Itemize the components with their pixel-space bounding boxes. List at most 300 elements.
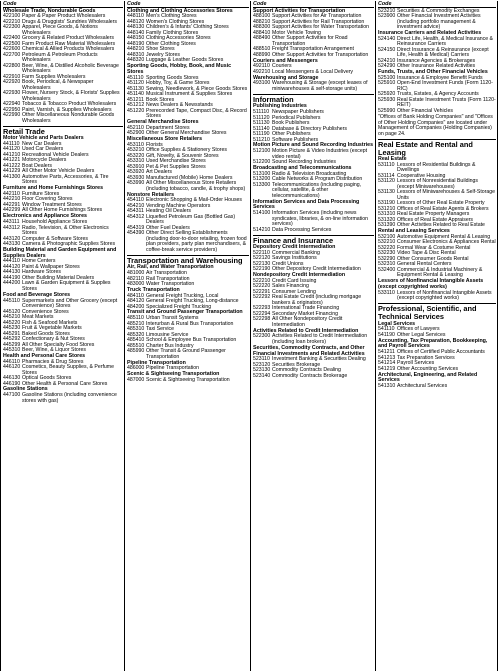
naics-code: 454311 <box>127 208 144 215</box>
activity-description: General Freight Trucking, Local <box>146 292 219 299</box>
activity-description: Other General Merchandise Stores <box>146 130 227 137</box>
naics-code: 448150 <box>127 35 145 42</box>
activity-description: All Other Motor Vehicle Dealers <box>22 168 95 175</box>
activity-description: Freight Transportation Arrangement <box>272 46 354 53</box>
naics-code: 422300 <box>3 24 21 31</box>
naics-code: 448110 <box>127 13 144 20</box>
naics-code: 448310 <box>127 51 145 58</box>
naics-code: 531320 <box>378 216 396 223</box>
naics-code: 481000 <box>127 270 145 277</box>
activity-description: Information Services (including news syndicates, libraries, & on-line information services) <box>272 210 369 228</box>
subsection-heading: Furniture and Home Furnishings Stores <box>3 185 104 192</box>
naics-code: 441221 <box>3 157 21 164</box>
activity-description: Lessors of Nonresidential Buildings (except Miniwarehouses) <box>397 178 479 190</box>
naics-code: 444190 <box>3 274 21 281</box>
naics-code: 522130 <box>253 260 271 267</box>
subsection-heading: Legal Services <box>378 320 416 327</box>
naics-code: 444200 <box>3 280 21 287</box>
naics-code: 443111 <box>3 219 20 226</box>
activity-description: Charter Bus Industry <box>146 342 194 349</box>
code-row <box>253 228 374 234</box>
naics-code: 522291 <box>253 288 271 295</box>
activity-description: Paint & Wallpaper Stores <box>22 263 80 270</box>
subsection-heading: Motor Vehicle and Parts Dealers <box>3 135 84 142</box>
naics-code: 511110 <box>253 109 270 116</box>
activity-description: Other Direct Selling Establishments (including door-to-door retailing, frozen food plan providers, party plan merchandisers, & coffee-break service providers) <box>146 230 247 253</box>
activity-description: Software Publishers <box>272 136 319 143</box>
naics-code: 484120 <box>127 298 145 305</box>
naics-code: 522120 <box>253 255 271 262</box>
activity-description: Activities Related to Credit Intermediation (including loan brokers) <box>272 333 368 345</box>
activity-description: Other Support Activities for Road Transportation <box>272 35 348 47</box>
naics-code: 488210 <box>253 18 271 25</box>
naics-code: 422400 <box>3 35 21 42</box>
activity-description: Family Clothing Stores <box>146 29 199 36</box>
code-row <box>378 48 496 59</box>
activity-description: Real Estate Property Managers <box>397 211 470 218</box>
activity-description: Prerecorded Tape, Compact Disc, & Record Stores <box>146 107 247 120</box>
subsection-heading: Sporting Goods, Hobby, Book, and Music Stores <box>127 63 232 75</box>
activity-description: Investment Banking & Securities Dealing <box>272 356 366 363</box>
activity-description: Other Support Activities for Transportation <box>272 51 369 58</box>
naics-code: 514100 <box>253 210 271 217</box>
activity-description: Furniture Stores <box>22 190 60 197</box>
naics-code: 448190 <box>127 40 145 47</box>
naics-code: 484110 <box>127 292 144 299</box>
naics-code: 493100 <box>253 80 271 87</box>
activity-description: Air Transportation <box>146 270 187 277</box>
naics-code: 452110 <box>127 124 144 131</box>
code-row <box>127 378 249 384</box>
activity-description: Radio & Television Broadcasting <box>272 170 347 177</box>
naics-code: 446190 <box>3 380 21 387</box>
activity-description: Other Miscellaneous Nondurable Goods Wholesalers <box>22 112 115 124</box>
activity-description: Meat Markets <box>22 314 54 321</box>
naics-code: 443130 <box>3 241 21 248</box>
activity-description: Taxi Service <box>146 326 174 333</box>
naics-code: 488990 <box>253 51 271 58</box>
activity-description: All Other Nondepository Credit Intermediation <box>272 316 343 328</box>
naics-code: 524150 <box>378 46 396 53</box>
naics-code: 445220 <box>3 319 21 326</box>
activity-description: All Other Specialty Food Stores <box>22 341 95 348</box>
activity-description: Men's Clothing Stores <box>146 13 197 20</box>
activity-description: Pharmacies & Drug Stores <box>22 358 84 365</box>
activity-description: Book, Periodical, & Newspaper Wholesalers <box>22 79 94 91</box>
naics-code: 523110 <box>253 356 270 363</box>
activity-description: Department Stores <box>146 124 190 131</box>
activity-description: Other Accounting Services <box>397 365 459 372</box>
activity-description: Real Estate Credit (including mortgage bankers & originators) <box>272 294 362 306</box>
naics-code: 448120 <box>127 18 145 25</box>
subsection-heading: Support Activities for Transportation <box>253 7 346 14</box>
activity-description: Sporting Goods Stores <box>146 74 199 81</box>
naics-code: 443112 <box>3 224 20 231</box>
naics-code: 532100 <box>378 233 396 240</box>
activity-description: General Rental Centers <box>397 261 452 268</box>
subsection-heading: Activities Related to Credit Intermediation <box>253 327 359 334</box>
naics-code: 445210 <box>3 314 21 321</box>
naics-code: 531110 <box>378 161 395 168</box>
naics-code: 442299 <box>3 207 21 214</box>
subsection-heading: Health and Personal Care Stores <box>3 352 86 359</box>
naics-code: 541211 <box>378 349 395 356</box>
naics-code: 453110 <box>127 141 144 148</box>
naics-code: 484200 <box>127 303 145 310</box>
subsection-heading: Motion Picture and Sound Recording Industries <box>253 142 374 149</box>
naics-code: 453210 <box>127 147 145 154</box>
activity-description: Scenic & Sightseeing Transportation <box>146 376 230 383</box>
activity-description: Motorcycle Dealers <box>22 157 67 164</box>
naics-code: 523120 <box>253 361 271 368</box>
naics-code: 422920 <box>3 79 21 86</box>
subsection-heading: Publishing Industries <box>253 103 307 110</box>
naics-code: 522293 <box>253 305 271 312</box>
naics-code: 441222 <box>3 162 21 169</box>
code-row <box>127 349 249 360</box>
naics-code: 541213 <box>378 354 396 361</box>
naics-code: 446120 <box>3 364 21 371</box>
naics-code: 446110 <box>3 358 20 365</box>
naics-code: 443120 <box>3 235 21 242</box>
code-row <box>3 281 123 292</box>
code-row <box>3 393 123 404</box>
subsection-heading: Building Material and Garden Equipment and Supplies Dealers <box>3 246 117 259</box>
section-title: Finance and Insurance <box>253 235 374 245</box>
naics-code: 523130 <box>253 367 271 374</box>
activity-description: Clothing Accessories Stores <box>146 35 211 42</box>
code-row <box>3 226 123 237</box>
naics-code: 492210 <box>253 68 271 75</box>
subsection-heading: Information Services and Data Processing Services <box>253 198 360 211</box>
activity-description: Children's & Infants' Clothing Stores <box>146 24 229 31</box>
naics-code: 531130 <box>378 189 395 196</box>
subsection-heading: Air, Rail, and Water Transportation <box>127 264 214 271</box>
activity-description: Sales Financing <box>272 283 309 290</box>
naics-code: 513100 <box>253 170 271 177</box>
activity-description: Securities Brokerage <box>272 361 321 368</box>
activity-description: All Other Home Furnishings Stores <box>22 207 103 214</box>
activity-description: Radio, Television, & Other Electronics Stores <box>22 224 109 237</box>
activity-description: Luggage & Leather Goods Stores <box>146 57 224 64</box>
activity-description: Other Publishers <box>272 131 311 138</box>
naics-code: 532230 <box>378 250 396 257</box>
activity-description: International Trade Financing <box>272 305 340 312</box>
section-title: Information <box>253 94 374 104</box>
column-2 <box>124 1 250 671</box>
activity-description: Other Financial Investment Activities (including portfolio management & investment advice) <box>397 13 481 30</box>
naics-code: 531114 <box>378 172 395 179</box>
naics-code: 485110 <box>127 315 144 322</box>
naics-code: 524140 <box>378 35 396 42</box>
naics-code: 532400 <box>378 266 396 273</box>
activity-description: Automotive Equipment Rental & Leasing <box>397 233 491 240</box>
activity-description: Direct Life, Health, & Medical Insurance & Reinsurance Carriers <box>397 35 494 48</box>
naics-code: 524290 <box>378 63 396 70</box>
activity-description: Offices of Real Estate Appraisers <box>397 216 474 223</box>
naics-code: 445291 <box>3 330 21 337</box>
subsection-heading: Gasoline Stations <box>3 386 48 393</box>
naics-code: 422700 <box>3 51 21 58</box>
subsection-heading: Pipeline Transportation <box>127 359 186 366</box>
naics-code: 485410 <box>127 337 145 344</box>
activity-description: Pet & Pet Supplies Stores <box>146 163 206 170</box>
activity-description: Credit Card Issuing <box>272 277 317 284</box>
section-title: Retail Trade <box>3 126 123 136</box>
activity-description: Lessors of Nonfinancial Intangible Assets (except copyrighted works) <box>397 289 492 302</box>
code-row <box>253 374 374 380</box>
activity-description: Warehousing & Storage (except leases of miniwarehouses & self-storage units) <box>272 80 368 92</box>
activity-description: Boat Dealers <box>22 162 52 169</box>
activity-description: Camera & Photographic Supplies Stores <box>22 241 116 248</box>
naics-code: 485210 <box>127 320 145 327</box>
code-row <box>253 81 374 92</box>
naics-code: 451130 <box>127 85 144 92</box>
naics-code: 532220 <box>378 244 396 251</box>
naics-code: 533110 <box>378 289 395 296</box>
activity-description: Cooperative Housing <box>397 172 446 179</box>
code-row <box>253 183 374 200</box>
activity-description: Specialized Freight Trucking <box>146 303 212 310</box>
subsection-heading: Accounting, Tax Preparation, Bookkeeping, and Payroll Services <box>378 337 488 350</box>
activity-description: Lessors of Residential Buildings & Dwellings <box>397 161 476 174</box>
naics-code: 452900 <box>127 130 145 137</box>
activity-description: Sewing, Needlework, & Piece Goods Stores <box>146 85 248 92</box>
activity-description: Newspaper Publishers <box>272 109 324 116</box>
subsection-heading: Truck Transportation <box>127 286 180 293</box>
naics-code: 511120 <box>253 114 270 121</box>
activity-description: Flower, Nursery Stock, & Florists' Supplies Wholesalers <box>22 90 120 102</box>
naics-code: 454390 <box>127 230 145 237</box>
code-row <box>378 37 496 48</box>
naics-code: 488300 <box>253 24 271 31</box>
activity-description: Shoe Stores <box>146 46 175 53</box>
naics-code: 448130 <box>127 24 145 31</box>
naics-code: 453990 <box>127 180 145 187</box>
activity-description: Water Transportation <box>146 281 195 288</box>
naics-code: 514210 <box>253 226 271 233</box>
activity-description: Vending Machine Operators <box>146 202 211 209</box>
activity-description: Book Publishers <box>272 120 310 127</box>
activity-description: Paper & Paper Product Wholesalers <box>22 13 106 20</box>
activity-description: Motor Vehicle Towing <box>272 29 321 36</box>
naics-code: 531120 <box>378 178 395 185</box>
section-title: Transportation and Warehousing <box>127 255 249 265</box>
naics-code: 451220 <box>127 107 145 114</box>
naics-code: 525100 <box>378 74 396 81</box>
activity-description: Grocery & Related Product Wholesalers <box>22 35 114 42</box>
naics-code: 454110 <box>127 197 144 204</box>
naics-code: 445120 <box>3 308 21 315</box>
activity-description: Consumer Lending <box>272 288 316 295</box>
activity-description: Consumer Electronics & Appliances Rental <box>397 239 496 246</box>
naics-code: 541214 <box>378 360 396 367</box>
naics-code: 522294 <box>253 310 271 317</box>
naics-code: 454319 <box>127 224 145 231</box>
code-row <box>378 291 496 302</box>
activity-description: Office Supplies & Stationery Stores <box>146 147 227 154</box>
activity-description: Support Activities for Rail Transportation <box>272 18 365 25</box>
naics-code: 453930 <box>127 174 145 181</box>
naics-code: 482110 <box>127 275 144 282</box>
naics-code: 453310 <box>127 158 145 165</box>
naics-code: 522210 <box>253 277 271 284</box>
activity-description: Baked Goods Stores <box>22 330 70 337</box>
activity-description: Other Consumer Goods Rental <box>397 255 469 262</box>
activity-description: School & Employee Bus Transportation <box>146 337 237 344</box>
subsection-heading: Couriers and Messengers <box>253 57 318 64</box>
activity-description: Tax Preparation Services <box>397 354 455 361</box>
naics-code: 454312 <box>127 213 145 220</box>
activity-description: Heating Oil Dealers <box>146 208 191 215</box>
naics-code: 451110 <box>127 74 144 81</box>
activity-description: Petroleum & Petroleum Products Wholesalers <box>22 51 98 64</box>
holding-companies-note: "Offices of Bank Holding Companies" and "Offices of Other Holding Companies" are located under Management of Companies (Holding Companies) on page 24. <box>378 114 493 137</box>
activity-description: Tobacco & Tobacco Product Wholesalers <box>22 101 117 108</box>
naics-code: 511140 <box>253 125 270 132</box>
activity-description: Book Stores <box>146 96 175 103</box>
code-row <box>253 211 374 228</box>
naics-code: 511190 <box>253 131 270 138</box>
activity-description: Urban Transit Systems <box>146 315 199 322</box>
activity-description: Open-End Investment Funds (Form 1120-RIC) <box>397 80 493 92</box>
naics-code: 422500 <box>3 40 21 47</box>
naics-code: 512100 <box>253 148 271 155</box>
naics-code: 445310 <box>3 347 21 354</box>
activity-description: Farm Supplies Wholesalers <box>22 73 86 80</box>
activity-description: Savings Institutions <box>272 255 317 262</box>
naics-code: 453220 <box>127 152 145 159</box>
naics-code: 422210 <box>3 18 21 25</box>
subsection-heading: Lessors of Nonfinancial Intangible Assets (except copyrighted works) <box>378 278 484 290</box>
naics-code: 441120 <box>3 146 20 153</box>
activity-description: Real Estate Investment Trusts (Form 1120-REIT) <box>397 96 496 109</box>
activity-description: Periodical Publishers <box>272 114 321 121</box>
activity-description: Local Messengers & Local Delivery <box>272 68 354 75</box>
subsection-heading: Insurance Carriers and Related Activities <box>378 29 482 36</box>
section-title: Professional, Scientific, and Technical Services <box>378 303 496 321</box>
activity-description: Telecommunications (including paging, cellular, satellite, & other telecommunications) <box>272 181 362 199</box>
activity-description: Farm Product Raw Material Wholesalers <box>22 40 116 47</box>
naics-code: 422950 <box>3 106 21 113</box>
naics-code: 488490 <box>253 35 271 42</box>
naics-code: 441110 <box>3 140 20 147</box>
subsection-heading: Scenic & Sightseeing Transportation <box>127 371 220 378</box>
naics-code: 532210 <box>378 239 396 246</box>
naics-code: 522292 <box>253 294 271 301</box>
activity-description: Support Activities for Water Transportation <box>272 24 369 31</box>
activity-description: Chemical & Allied Products Wholesalers <box>22 46 115 53</box>
naics-code: 523140 <box>253 372 271 379</box>
activity-description: Used Merchandise Stores <box>146 158 206 165</box>
activity-description: Sound Recording Industries <box>272 159 337 166</box>
naics-code: 531210 <box>378 205 396 212</box>
activity-description: Limousine Service <box>146 331 189 338</box>
code-row <box>378 14 496 31</box>
activity-description: Women's Clothing Stores <box>146 18 205 25</box>
activity-description: Lessors of Miniwarehouses & Self-Storage Units <box>397 189 496 201</box>
activity-description: Interurban & Rural Bus Transportation <box>146 320 234 327</box>
naics-code: 451140 <box>127 91 144 98</box>
code-row <box>253 334 374 345</box>
subsection-heading: Electronics and Appliance Stores <box>3 213 87 220</box>
naics-code: 451120 <box>127 80 144 87</box>
naics-code: 522300 <box>253 333 271 340</box>
naics-code: 422100 <box>3 13 21 20</box>
subsection-heading: Depository Credit Intermediation <box>253 243 336 250</box>
activity-description: Convenience Stores <box>22 308 69 315</box>
section-title: Real Estate and Rental and Leasing <box>378 139 496 157</box>
activity-description: Couriers <box>272 63 292 70</box>
activity-description: Insurance & Employee Benefit Funds <box>397 74 483 81</box>
naics-code: 485510 <box>127 342 145 349</box>
activity-description: Other Fuel Dealers <box>146 224 190 231</box>
activity-description: Hardware Stores <box>22 269 61 276</box>
naics-code: 487000 <box>127 376 145 383</box>
naics-code: 541219 <box>378 365 396 372</box>
code-row <box>3 299 123 310</box>
activity-description: Data Processing Services <box>272 226 332 233</box>
activity-description: Direct Insurance & Reinsurance (except Life, Health & Medical) Carriers <box>397 46 489 59</box>
activity-description: Gift, Novelty, & Souvenir Stores <box>146 152 219 159</box>
naics-code: 444130 <box>3 269 21 276</box>
subsection-heading: Funds, Trusts, and Other Financial Vehicles <box>378 68 488 75</box>
subsection-heading: Real Estate <box>378 155 407 162</box>
naics-code: 485310 <box>127 326 145 333</box>
activity-description: Other Clothing Stores <box>146 40 196 47</box>
activity-description: Commercial & Industrial Machinery & Equipment Rental & Leasing <box>397 266 483 279</box>
column-4 <box>375 1 498 671</box>
naics-code: 485320 <box>127 331 145 338</box>
naics-code: 541310 <box>378 383 396 390</box>
subsection-heading: Transit and Ground Passenger Transportation <box>127 309 243 316</box>
naics-code: 444110 <box>3 258 20 265</box>
activity-description: All Other Miscellaneous Store Retailers (including tobacco, candle, & trophy shops) <box>146 180 246 192</box>
activity-description: Other Insurance Related Activities <box>397 63 476 70</box>
naics-code: 483000 <box>127 281 145 288</box>
activity-description: Hobby, Toy, & Game Stores <box>146 80 210 87</box>
activity-description: Motion Picture & Video Industries (except video rental) <box>272 148 368 160</box>
activity-description: Paint, Varnish, & Supplies Wholesalers <box>22 106 112 113</box>
naics-code: 525990 <box>378 107 396 114</box>
subsection-heading: Nondepository Credit Intermediation <box>253 272 346 279</box>
activity-description: Floor Covering Stores <box>22 196 73 203</box>
activity-description: Gasoline Stations (including convenience stores with gas) <box>22 392 117 404</box>
naics-code: 422910 <box>3 73 21 80</box>
naics-code: 541110 <box>378 326 395 333</box>
naics-code: 525910 <box>378 80 396 87</box>
subsection-heading: Securities, Commodity Contracts, and Other Financial Investments and Related Activities <box>253 344 365 357</box>
activity-description: Recreational Vehicle Dealers <box>22 151 89 158</box>
naics-code: 511210 <box>253 136 270 143</box>
naics-code: 486000 <box>127 365 145 372</box>
activity-description: Video Tape & Disc Rental <box>397 250 456 257</box>
activity-description: Offices of Lawyers <box>397 326 440 333</box>
code-column-header: Code <box>3 1 123 8</box>
activity-description: Automotive Parts, Accessories, & Tire Stores <box>22 173 109 186</box>
naics-code: 422940 <box>3 101 21 108</box>
activity-description: Optical Goods Stores <box>22 375 72 382</box>
activity-description: Architectural Services <box>397 383 448 390</box>
naics-code: 441229 <box>3 168 21 175</box>
subsection-heading: General Merchandise Stores <box>127 118 199 125</box>
activity-description: Apparel, Piece Goods, & Notions Wholesalers <box>22 24 98 36</box>
code-column-header: Code <box>127 1 249 8</box>
activity-description: Lessors of Other Real Estate Property <box>397 200 485 207</box>
naics-code: 447100 <box>3 392 21 399</box>
naics-code: 525930 <box>378 96 396 103</box>
naics-code: 522298 <box>253 316 271 323</box>
